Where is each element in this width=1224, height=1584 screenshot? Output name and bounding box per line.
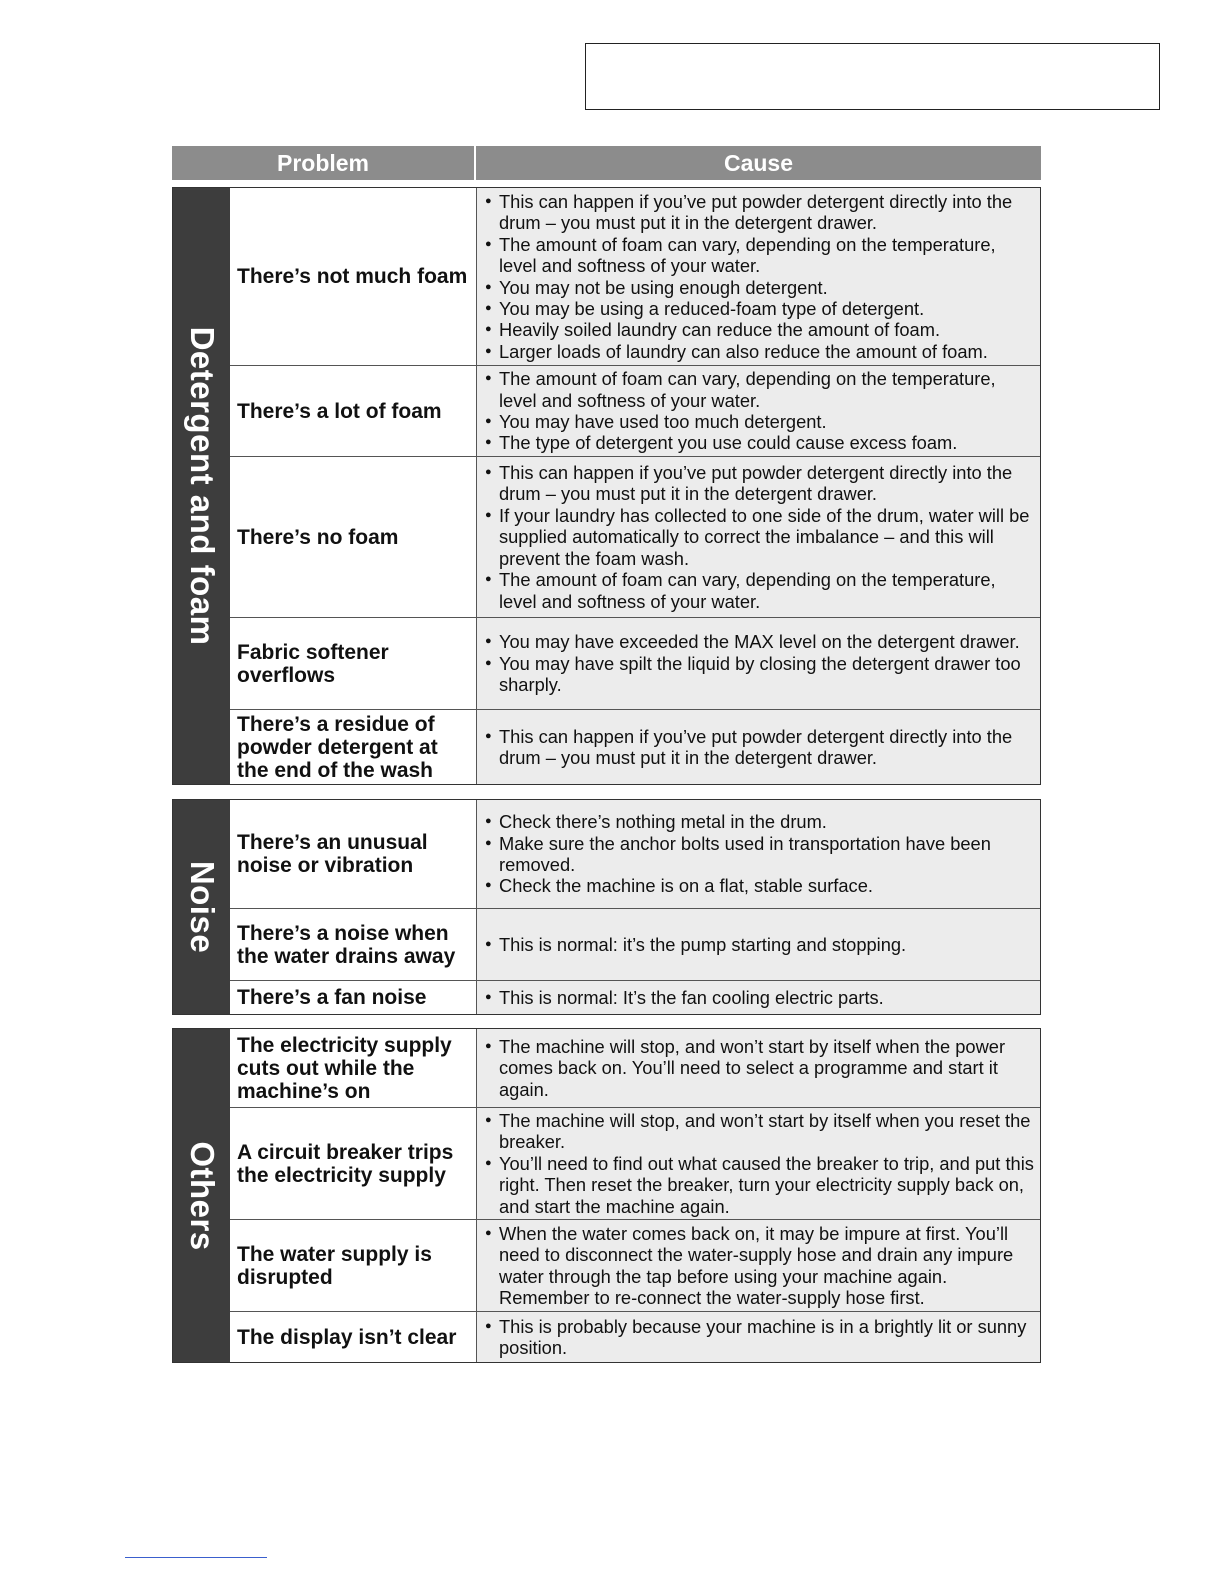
table-row bbox=[230, 617, 1040, 709]
cause-item: ● Make sure the anchor bolts used in transportation have been removed. bbox=[485, 833, 1034, 876]
cause-item: ● You may have spilt the liquid by closing the detergent drawer too sharply. bbox=[485, 653, 1034, 696]
cause-item: ● You’ll need to find out what caused the breaker to trip, and put this right. Then reset the breaker, turn your electricity supply back on, and start the machine again. bbox=[485, 1153, 1034, 1217]
cause-list bbox=[485, 1110, 1034, 1217]
section-rows bbox=[230, 188, 1040, 784]
problem-cell: There’s no foam bbox=[230, 457, 477, 617]
table-row bbox=[230, 456, 1040, 617]
section-title: Noise bbox=[183, 860, 221, 954]
cause-item: ● This is normal: it’s the pump starting and stopping. bbox=[485, 934, 906, 955]
cause-cell bbox=[477, 1312, 1040, 1362]
section-title: Others bbox=[183, 1140, 221, 1251]
cause-cell bbox=[477, 1108, 1040, 1219]
section-label bbox=[173, 1029, 230, 1362]
problem-cell: There’s a fan noise bbox=[230, 981, 477, 1014]
table-row bbox=[230, 1311, 1040, 1362]
cause-list bbox=[485, 987, 884, 1008]
cause-item: ● The machine will stop, and won’t start by itself when the power comes back on. You’ll need to select a programme and start it again. bbox=[485, 1036, 1034, 1100]
cause-item: ● You may be using a reduced-foam type of detergent. bbox=[485, 298, 1034, 319]
cause-list bbox=[485, 1316, 1034, 1359]
cause-cell bbox=[477, 1220, 1040, 1311]
section-noise bbox=[172, 799, 1041, 1015]
cause-item: ● This can happen if you’ve put powder detergent directly into the drum – you must put it in the detergent drawer. bbox=[485, 191, 1034, 234]
section-label bbox=[173, 800, 230, 1014]
table-row bbox=[230, 1107, 1040, 1219]
cause-item: ● This can happen if you’ve put powder detergent directly into the drum – you must put it in the detergent drawer. bbox=[485, 726, 1034, 769]
cause-item: ● Larger loads of laundry can also reduce the amount of foam. bbox=[485, 341, 1034, 362]
cause-item: ● The amount of foam can vary, depending on the temperature, level and softness of your water. bbox=[485, 234, 1034, 277]
column-header-problem: Problem bbox=[172, 146, 476, 180]
problem-cell: The water supply is disrupted bbox=[230, 1220, 477, 1311]
cause-cell bbox=[477, 710, 1040, 784]
cause-list bbox=[485, 462, 1034, 612]
cause-item: ● You may not be using enough detergent. bbox=[485, 277, 1034, 298]
table-row bbox=[230, 1029, 1040, 1107]
cause-cell bbox=[477, 1029, 1040, 1107]
cause-item: ● Check the machine is on a flat, stable surface. bbox=[485, 875, 1034, 896]
cause-cell bbox=[477, 366, 1040, 456]
table-row bbox=[230, 908, 1040, 980]
column-header-cause: Cause bbox=[723, 149, 794, 176]
cause-item: ● The amount of foam can vary, depending on the temperature, level and softness of your water. bbox=[485, 569, 1034, 612]
problem-cell: The electricity supply cuts out while the machine’s on bbox=[230, 1029, 477, 1107]
problem-cell: There’s a residue of powder detergent at the end of the wash bbox=[230, 710, 477, 784]
cause-cell bbox=[477, 618, 1040, 709]
table-row bbox=[230, 709, 1040, 784]
cause-list bbox=[485, 934, 906, 955]
cause-list bbox=[485, 726, 1034, 769]
cause-item: ● Heavily soiled laundry can reduce the amount of foam. bbox=[485, 319, 1034, 340]
cause-item: ● This is probably because your machine is in a brightly lit or sunny position. bbox=[485, 1316, 1034, 1359]
table-header bbox=[172, 146, 1041, 180]
table-row bbox=[230, 188, 1040, 365]
table-row bbox=[230, 365, 1040, 456]
cause-item: ● If your laundry has collected to one side of the drum, water will be supplied automatically to correct the imbalance – and this will prevent the foam wash. bbox=[485, 505, 1034, 569]
problem-cell: There’s a noise when the water drains away bbox=[230, 909, 477, 980]
header-box bbox=[585, 43, 1160, 110]
table-row bbox=[230, 1219, 1040, 1311]
cause-item: ● This is normal: It’s the fan cooling electric parts. bbox=[485, 987, 884, 1008]
section-label bbox=[173, 188, 230, 784]
section-rows bbox=[230, 1029, 1040, 1362]
footer-rule bbox=[125, 1557, 267, 1558]
cause-item: ● The machine will stop, and won’t start by itself when you reset the breaker. bbox=[485, 1110, 1034, 1153]
cause-item: ● The type of detergent you use could cause excess foam. bbox=[485, 432, 1034, 453]
section-title: Detergent and foam bbox=[183, 326, 221, 646]
cause-list bbox=[485, 1223, 1034, 1309]
section-detergent-and-foam bbox=[172, 187, 1041, 785]
cause-list bbox=[485, 191, 1034, 362]
cause-cell bbox=[477, 457, 1040, 617]
table-row bbox=[230, 800, 1040, 908]
cause-cell bbox=[477, 800, 1040, 908]
section-others bbox=[172, 1028, 1041, 1363]
cause-item: ● This can happen if you’ve put powder detergent directly into the drum – you must put it in the detergent drawer. bbox=[485, 462, 1034, 505]
cause-item: ● When the water comes back on, it may be impure at first. You’ll need to disconnect the water-supply hose and drain any impure water through the tap before using your machine again. Remember to re-connect the water-supply hose first. bbox=[485, 1223, 1034, 1309]
problem-cell: Fabric softener overflows bbox=[230, 618, 477, 709]
problem-cell: There’s not much foam bbox=[230, 188, 477, 365]
cause-item: ● You may have used too much detergent. bbox=[485, 411, 1034, 432]
section-rows bbox=[230, 800, 1040, 1014]
cause-item: ● Check there’s nothing metal in the drum. bbox=[485, 811, 1034, 832]
cause-cell bbox=[477, 981, 1040, 1014]
cause-list bbox=[485, 368, 1034, 454]
table-row bbox=[230, 980, 1040, 1014]
problem-cell: There’s an unusual noise or vibration bbox=[230, 800, 477, 908]
problem-cell: A circuit breaker trips the electricity supply bbox=[230, 1108, 477, 1219]
problem-cell: The display isn’t clear bbox=[230, 1312, 477, 1362]
problem-cell: There’s a lot of foam bbox=[230, 366, 477, 456]
cause-list bbox=[485, 811, 1034, 897]
cause-cell bbox=[477, 909, 1040, 980]
cause-list bbox=[485, 1036, 1034, 1100]
cause-item: ● The amount of foam can vary, depending on the temperature, level and softness of your water. bbox=[485, 368, 1034, 411]
cause-list bbox=[485, 631, 1034, 695]
cause-cell bbox=[477, 188, 1040, 365]
cause-item: ● You may have exceeded the MAX level on the detergent drawer. bbox=[485, 631, 1034, 652]
